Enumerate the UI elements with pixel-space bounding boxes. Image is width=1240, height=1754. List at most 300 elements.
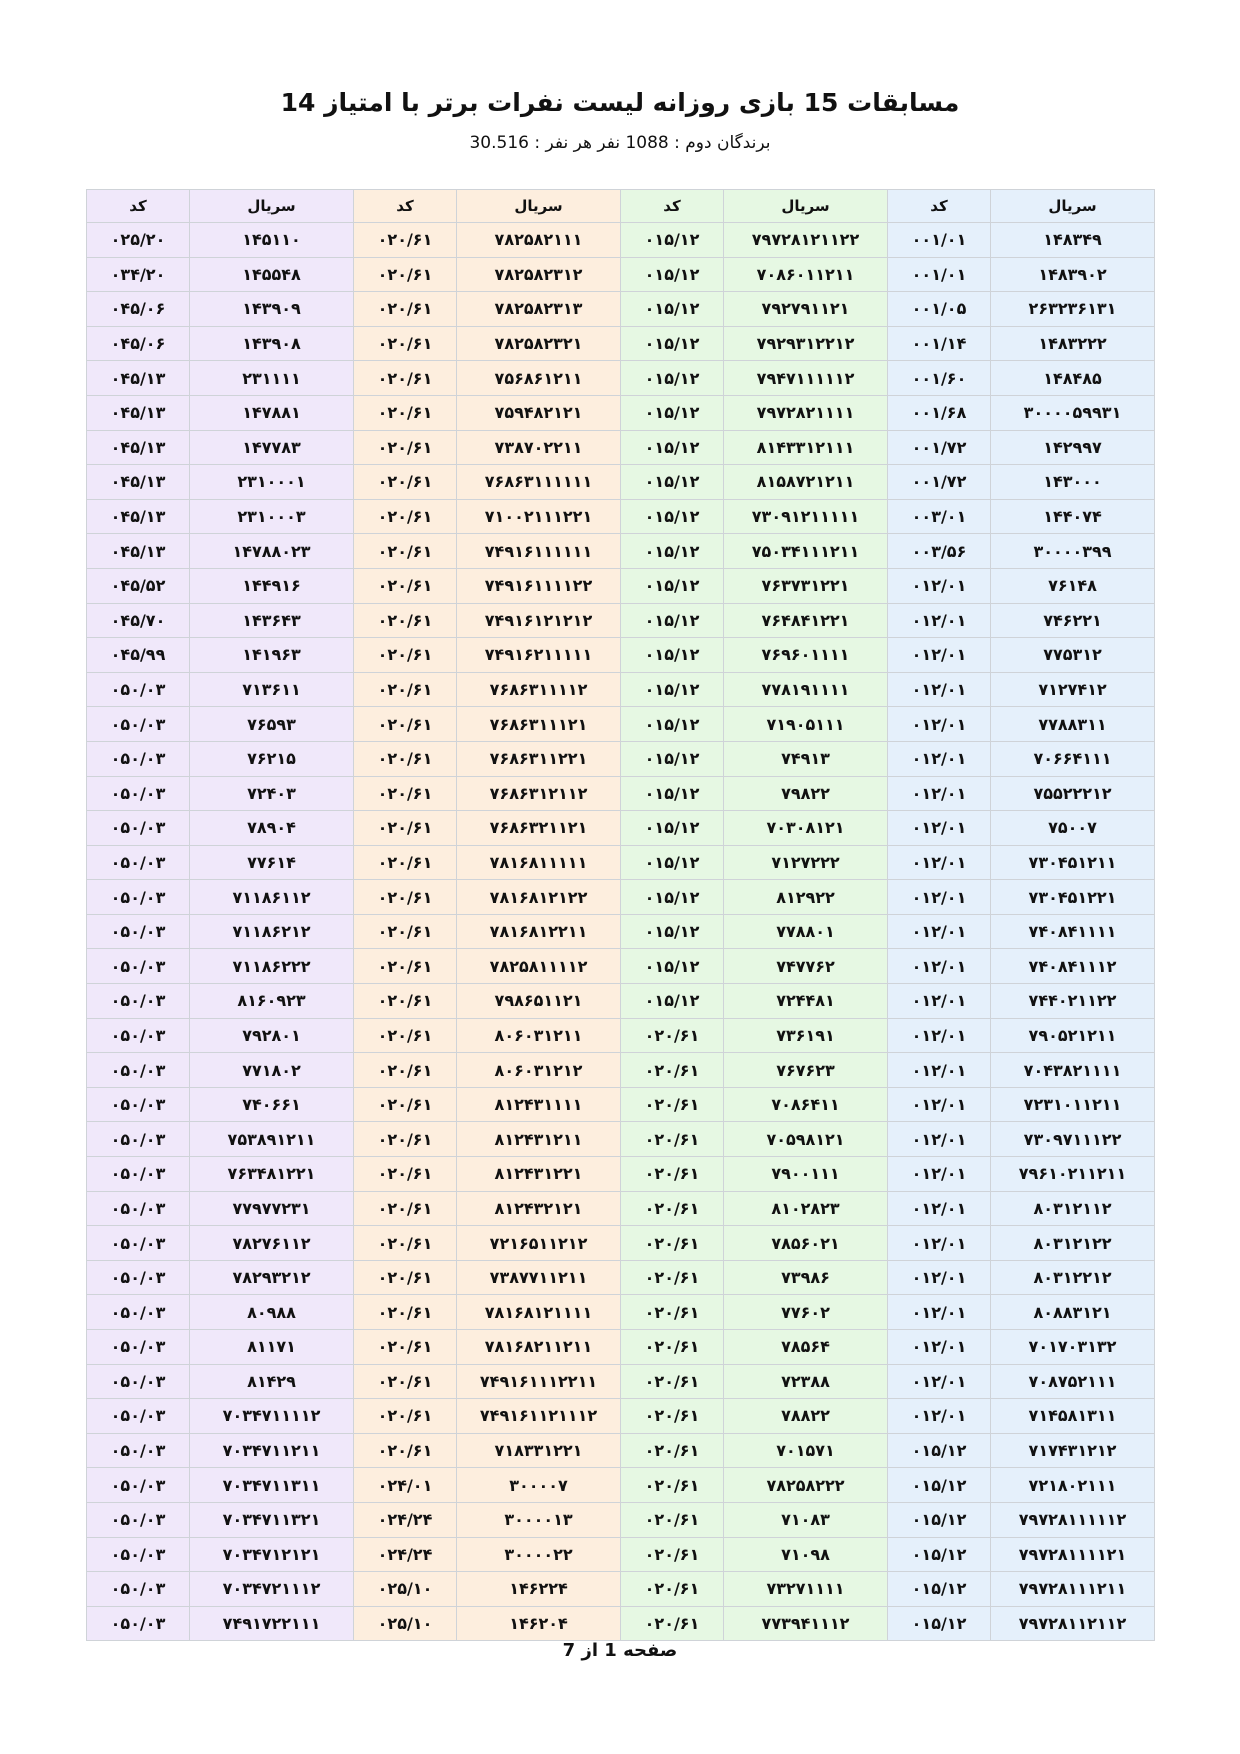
cell-code-2: ۰۱۵/۱۲ [621,880,724,915]
cell-serial-3: ۷۵۹۴۸۲۱۲۱ [457,395,621,430]
cell-serial-2: ۷۷۶۰۲ [724,1295,888,1330]
cell-serial-2: ۷۶۳۷۳۱۲۲۱ [724,568,888,603]
cell-code-2: ۰۱۵/۱۲ [621,914,724,949]
cell-serial-3: ۷۱۰۰۲۱۱۱۲۲۱ [457,499,621,534]
cell-code-3: ۰۲۴/۲۴ [354,1537,457,1572]
cell-serial-1: ۷۲۱۸۰۲۱۱۱ [991,1468,1155,1503]
cell-code-2: ۰۲۰/۶۱ [621,1537,724,1572]
cell-code-2: ۰۱۵/۱۲ [621,741,724,776]
cell-serial-1: ۷۳۰۴۵۱۲۱۱ [991,845,1155,880]
cell-code-3: ۰۲۰/۶۱ [354,776,457,811]
cell-code-3: ۰۲۰/۶۱ [354,1018,457,1053]
table-row [87,1157,1155,1192]
cell-code-4: ۰۵۰/۰۳ [87,880,190,915]
cell-code-3: ۰۲۰/۶۱ [354,880,457,915]
table-row [87,984,1155,1019]
cell-serial-4: ۷۷۶۱۴ [190,845,354,880]
cell-serial-1: ۱۴۸۳۲۲۲ [991,326,1155,361]
cell-code-4: ۰۵۰/۰۳ [87,1364,190,1399]
cell-code-3: ۰۲۰/۶۱ [354,430,457,465]
cell-code-1: ۰۱۲/۰۱ [888,1157,991,1192]
cell-code-3: ۰۲۰/۶۱ [354,707,457,742]
cell-code-4: ۰۵۰/۰۳ [87,776,190,811]
cell-serial-4: ۲۳۱۱۱۱ [190,361,354,396]
cell-code-2: ۰۱۵/۱۲ [621,707,724,742]
cell-code-2: ۰۲۰/۶۱ [621,1122,724,1157]
cell-serial-1: ۷۱۲۷۴۱۲ [991,672,1155,707]
cell-code-3: ۰۲۴/۰۱ [354,1468,457,1503]
cell-serial-3: ۱۴۶۲۰۴ [457,1606,621,1641]
cell-serial-2: ۸۱۰۲۸۲۳ [724,1191,888,1226]
cell-serial-4: ۷۴۹۱۷۲۲۱۱۱ [190,1606,354,1641]
cell-serial-3: ۷۴۹۱۶۱۱۲۱۱۱۲ [457,1399,621,1434]
cell-serial-3: ۷۶۸۶۳۱۱۱۲۱ [457,707,621,742]
cell-code-3: ۰۲۰/۶۱ [354,811,457,846]
cell-code-3: ۰۲۰/۶۱ [354,914,457,949]
cell-code-2: ۰۱۵/۱۲ [621,776,724,811]
cell-code-1: ۰۱۲/۰۱ [888,672,991,707]
table-body [87,223,1155,1641]
cell-serial-1: ۸۰۳۱۲۱۲۲ [991,1226,1155,1261]
cell-code-4: ۰۵۰/۰۳ [87,707,190,742]
cell-code-1: ۰۱۲/۰۱ [888,984,991,1019]
cell-serial-1: ۸۰۸۸۳۱۲۱ [991,1295,1155,1330]
cell-serial-1: ۷۹۷۲۸۱۱۲۱۱۲ [991,1606,1155,1641]
cell-code-4: ۰۵۰/۰۳ [87,1157,190,1192]
cell-code-1: ۰۱۵/۱۲ [888,1537,991,1572]
cell-serial-1: ۷۳۰۴۵۱۲۲۱ [991,880,1155,915]
cell-serial-2: ۷۳۶۱۹۱ [724,1018,888,1053]
cell-code-1: ۰۱۲/۰۱ [888,776,991,811]
cell-serial-1: ۷۷۵۳۱۲ [991,638,1155,673]
cell-serial-2: ۷۸۸۲۲ [724,1399,888,1434]
cell-serial-1: ۳۰۰۰۰۳۹۹ [991,534,1155,569]
cell-serial-4: ۱۴۵۱۱۰ [190,223,354,258]
cell-code-4: ۰۵۰/۰۳ [87,1226,190,1261]
cell-code-2: ۰۲۰/۶۱ [621,1399,724,1434]
table-row [87,741,1155,776]
table-row [87,1572,1155,1607]
cell-serial-2: ۷۹۷۲۸۲۱۱۱۱ [724,395,888,430]
cell-code-3: ۰۲۰/۶۱ [354,395,457,430]
cell-serial-4: ۷۹۲۸۰۱ [190,1018,354,1053]
cell-code-1: ۰۱۵/۱۲ [888,1502,991,1537]
cell-serial-1: ۷۰۱۷۰۳۱۳۲ [991,1330,1155,1365]
cell-code-1: ۰۱۲/۰۱ [888,568,991,603]
cell-serial-4: ۷۶۵۹۳ [190,707,354,742]
cell-code-1: ۰۱۲/۰۱ [888,845,991,880]
cell-serial-3: ۷۸۲۵۸۲۳۱۲ [457,257,621,292]
cell-code-1: ۰۱۲/۰۱ [888,1226,991,1261]
table-row [87,499,1155,534]
cell-serial-1: ۷۱۷۴۳۱۲۱۲ [991,1433,1155,1468]
cell-serial-2: ۸۱۴۳۳۱۲۱۱۱ [724,430,888,465]
cell-code-1: ۰۱۲/۰۱ [888,880,991,915]
cell-serial-4: ۱۴۷۷۸۳ [190,430,354,465]
cell-serial-4: ۷۵۳۸۹۱۲۱۱ [190,1122,354,1157]
cell-serial-2: ۷۷۳۹۴۱۱۱۲ [724,1606,888,1641]
cell-serial-2: ۷۸۵۶۴ [724,1330,888,1365]
cell-serial-1: ۱۴۲۹۹۷ [991,430,1155,465]
header-serial-2: سریال [724,190,888,223]
cell-code-3: ۰۲۰/۶۱ [354,603,457,638]
table-row [87,707,1155,742]
cell-code-2: ۰۱۵/۱۲ [621,984,724,1019]
cell-serial-3: ۷۳۸۷۰۲۲۱۱ [457,430,621,465]
table-row [87,672,1155,707]
cell-code-1: ۰۰۱/۷۲ [888,465,991,500]
cell-serial-2: ۷۰۱۵۷۱ [724,1433,888,1468]
cell-code-4: ۰۵۰/۰۳ [87,914,190,949]
cell-code-4: ۰۴۵/۷۰ [87,603,190,638]
header-code-2: کد [621,190,724,223]
cell-serial-4: ۷۶۳۴۸۱۲۲۱ [190,1157,354,1192]
cell-code-1: ۰۰۱/۰۵ [888,292,991,327]
cell-serial-4: ۱۴۳۹۰۹ [190,292,354,327]
cell-serial-1: ۱۴۸۳۹۰۲ [991,257,1155,292]
table-row [87,776,1155,811]
cell-code-1: ۰۱۲/۰۱ [888,707,991,742]
cell-code-1: ۰۱۲/۰۱ [888,1330,991,1365]
cell-serial-2: ۷۹۰۰۱۱۱ [724,1157,888,1192]
cell-code-3: ۰۲۰/۶۱ [354,499,457,534]
cell-serial-1: ۷۴۰۸۴۱۱۱۲ [991,949,1155,984]
cell-serial-4: ۷۰۳۴۷۲۱۱۱۲ [190,1572,354,1607]
cell-code-2: ۰۱۵/۱۲ [621,603,724,638]
cell-code-2: ۰۱۵/۱۲ [621,845,724,880]
winners-table [86,189,1155,1641]
cell-serial-4: ۸۱۱۷۱ [190,1330,354,1365]
cell-code-3: ۰۲۰/۶۱ [354,672,457,707]
cell-code-1: ۰۱۲/۰۱ [888,1364,991,1399]
cell-code-4: ۰۴۵/۱۳ [87,395,190,430]
cell-code-4: ۰۵۰/۰۳ [87,741,190,776]
cell-code-1: ۰۱۲/۰۱ [888,1053,991,1088]
cell-code-4: ۰۴۵/۱۳ [87,465,190,500]
table-row [87,326,1155,361]
cell-code-2: ۰۲۰/۶۱ [621,1572,724,1607]
cell-serial-1: ۱۴۸۴۸۵ [991,361,1155,396]
table-row [87,361,1155,396]
cell-serial-2: ۷۰۸۶۴۱۱ [724,1087,888,1122]
table-row [87,1260,1155,1295]
cell-code-1: ۰۰۱/۰۱ [888,257,991,292]
cell-code-4: ۰۵۰/۰۳ [87,1018,190,1053]
cell-code-3: ۰۲۰/۶۱ [354,1191,457,1226]
cell-code-4: ۰۴۵/۱۳ [87,361,190,396]
cell-serial-4: ۱۴۴۹۱۶ [190,568,354,603]
cell-code-3: ۰۲۰/۶۱ [354,223,457,258]
cell-serial-4: ۱۴۳۹۰۸ [190,326,354,361]
cell-code-4: ۰۵۰/۰۳ [87,1433,190,1468]
cell-serial-3: ۷۸۱۶۸۱۲۱۱۱۱ [457,1295,621,1330]
cell-code-3: ۰۲۰/۶۱ [354,1087,457,1122]
header-code-3: کد [354,190,457,223]
cell-serial-3: ۷۳۸۷۷۱۱۲۱۱ [457,1260,621,1295]
cell-serial-3: ۷۲۱۶۵۱۱۲۱۲ [457,1226,621,1261]
cell-serial-3: ۷۸۱۶۸۱۲۱۲۲ [457,880,621,915]
cell-serial-1: ۷۴۰۸۴۱۱۱۱ [991,914,1155,949]
cell-code-4: ۰۴۵/۹۹ [87,638,190,673]
cell-serial-2: ۷۶۷۶۲۳ [724,1053,888,1088]
cell-code-4: ۰۵۰/۰۳ [87,1537,190,1572]
cell-code-4: ۰۲۵/۲۰ [87,223,190,258]
table-row [87,465,1155,500]
cell-code-3: ۰۲۰/۶۱ [354,257,457,292]
table-row [87,1330,1155,1365]
cell-serial-3: ۷۶۸۶۳۱۲۱۱۲ [457,776,621,811]
cell-code-3: ۰۲۰/۶۱ [354,326,457,361]
cell-serial-2: ۷۰۳۰۸۱۲۱ [724,811,888,846]
cell-serial-3: ۷۶۸۶۳۱۱۱۱۲ [457,672,621,707]
cell-serial-4: ۷۱۳۶۱۱ [190,672,354,707]
cell-serial-4: ۷۸۲۷۶۱۱۲ [190,1226,354,1261]
table-header-row [87,190,1155,223]
cell-serial-3: ۷۴۹۱۶۲۱۱۱۱۱ [457,638,621,673]
cell-serial-4: ۷۶۲۱۵ [190,741,354,776]
cell-serial-2: ۸۱۵۸۷۲۱۲۱۱ [724,465,888,500]
cell-code-2: ۰۱۵/۱۲ [621,395,724,430]
cell-serial-3: ۳۰۰۰۰۷ [457,1468,621,1503]
cell-serial-4: ۸۱۴۲۹ [190,1364,354,1399]
cell-serial-3: ۷۴۹۱۶۱۱۱۱۲۲ [457,568,621,603]
cell-serial-1: ۷۹۷۲۸۱۱۱۱۲۱ [991,1537,1155,1572]
cell-code-3: ۰۲۰/۶۱ [354,1226,457,1261]
header-serial-4: سریال [190,190,354,223]
cell-code-4: ۰۵۰/۰۳ [87,1399,190,1434]
cell-serial-2: ۷۳۹۸۶ [724,1260,888,1295]
cell-serial-2: ۷۴۹۱۳ [724,741,888,776]
cell-code-4: ۰۵۰/۰۳ [87,1330,190,1365]
cell-serial-3: ۷۴۹۱۶۱۱۱۲۲۱۱ [457,1364,621,1399]
cell-code-3: ۰۲۰/۶۱ [354,638,457,673]
cell-code-2: ۰۲۰/۶۱ [621,1502,724,1537]
cell-code-2: ۰۱۵/۱۲ [621,672,724,707]
cell-serial-1: ۷۲۳۱۰۱۱۲۱۱ [991,1087,1155,1122]
cell-code-2: ۰۲۰/۶۱ [621,1364,724,1399]
cell-code-3: ۰۲۴/۲۴ [354,1502,457,1537]
cell-serial-2: ۷۹۲۷۹۱۱۲۱ [724,292,888,327]
cell-code-3: ۰۲۰/۶۱ [354,361,457,396]
cell-code-4: ۰۴۵/۰۶ [87,292,190,327]
cell-code-2: ۰۲۰/۶۱ [621,1606,724,1641]
cell-serial-2: ۷۲۴۴۸۱ [724,984,888,1019]
cell-serial-4: ۷۱۱۸۶۲۱۲ [190,914,354,949]
cell-serial-4: ۷۰۳۴۷۱۱۳۲۱ [190,1502,354,1537]
cell-serial-2: ۷۸۲۵۸۲۲۲ [724,1468,888,1503]
cell-code-4: ۰۵۰/۰۳ [87,1191,190,1226]
table-row [87,1468,1155,1503]
cell-serial-4: ۷۱۱۸۶۱۱۲ [190,880,354,915]
cell-serial-3: ۱۴۶۲۲۴ [457,1572,621,1607]
cell-code-4: ۰۳۴/۲۰ [87,257,190,292]
cell-serial-3: ۷۸۲۵۸۲۳۱۳ [457,292,621,327]
cell-serial-3: ۸۱۲۴۳۱۲۱۱ [457,1122,621,1157]
cell-serial-4: ۷۰۳۴۷۱۱۱۱۲ [190,1399,354,1434]
cell-code-4: ۰۴۵/۵۲ [87,568,190,603]
cell-code-1: ۰۱۲/۰۱ [888,1018,991,1053]
cell-code-3: ۰۲۰/۶۱ [354,1330,457,1365]
cell-serial-1: ۷۷۸۸۳۱۱ [991,707,1155,742]
cell-serial-4: ۲۳۱۰۰۰۳ [190,499,354,534]
cell-code-3: ۰۲۰/۶۱ [354,1260,457,1295]
cell-serial-1: ۷۰۸۷۵۲۱۱۱ [991,1364,1155,1399]
cell-code-1: ۰۱۲/۰۱ [888,1399,991,1434]
table-row [87,603,1155,638]
cell-code-3: ۰۲۵/۱۰ [354,1572,457,1607]
cell-serial-2: ۷۸۵۶۰۲۱ [724,1226,888,1261]
cell-code-1: ۰۱۲/۰۱ [888,949,991,984]
cell-code-2: ۰۱۵/۱۲ [621,949,724,984]
cell-code-1: ۰۱۲/۰۱ [888,603,991,638]
cell-serial-3: ۸۱۲۴۳۱۲۲۱ [457,1157,621,1192]
table-row [87,1502,1155,1537]
cell-serial-1: ۷۴۶۲۲۱ [991,603,1155,638]
cell-code-4: ۰۵۰/۰۳ [87,672,190,707]
cell-serial-1: ۷۵۰۰۷ [991,811,1155,846]
cell-code-3: ۰۲۰/۶۱ [354,1399,457,1434]
cell-code-2: ۰۲۰/۶۱ [621,1157,724,1192]
cell-code-3: ۰۲۰/۶۱ [354,1295,457,1330]
cell-code-3: ۰۲۰/۶۱ [354,1364,457,1399]
cell-serial-4: ۱۴۷۸۸۰۲۳ [190,534,354,569]
table-row [87,1122,1155,1157]
cell-serial-2: ۷۱۰۸۳ [724,1502,888,1537]
cell-code-2: ۰۱۵/۱۲ [621,568,724,603]
cell-code-1: ۰۱۲/۰۱ [888,1191,991,1226]
cell-serial-1: ۷۶۱۴۸ [991,568,1155,603]
cell-code-1: ۰۱۲/۰۱ [888,1122,991,1157]
cell-serial-3: ۷۱۸۳۳۱۲۲۱ [457,1433,621,1468]
cell-code-1: ۰۱۵/۱۲ [888,1606,991,1641]
cell-code-2: ۰۱۵/۱۲ [621,430,724,465]
cell-serial-2: ۷۴۷۷۶۲ [724,949,888,984]
cell-code-4: ۰۴۵/۱۳ [87,499,190,534]
cell-serial-1: ۳۰۰۰۰۵۹۹۳۱ [991,395,1155,430]
table-row [87,1433,1155,1468]
cell-serial-2: ۷۷۸۱۹۱۱۱۱ [724,672,888,707]
cell-code-4: ۰۵۰/۰۳ [87,1087,190,1122]
table-row [87,1606,1155,1641]
cell-serial-4: ۲۳۱۰۰۰۱ [190,465,354,500]
cell-serial-4: ۱۴۷۸۸۱ [190,395,354,430]
cell-code-2: ۰۱۵/۱۲ [621,326,724,361]
cell-serial-2: ۷۹۷۲۸۱۲۱۱۲۲ [724,223,888,258]
cell-code-4: ۰۵۰/۰۳ [87,1260,190,1295]
cell-serial-4: ۷۷۱۸۰۲ [190,1053,354,1088]
cell-code-3: ۰۲۰/۶۱ [354,1053,457,1088]
cell-serial-2: ۷۱۹۰۵۱۱۱ [724,707,888,742]
cell-code-2: ۰۲۰/۶۱ [621,1330,724,1365]
cell-serial-4: ۱۴۳۶۴۳ [190,603,354,638]
cell-code-2: ۰۲۰/۶۱ [621,1087,724,1122]
cell-serial-2: ۷۳۲۷۱۱۱۱ [724,1572,888,1607]
cell-serial-1: ۸۰۳۱۲۲۱۲ [991,1260,1155,1295]
cell-code-1: ۰۱۲/۰۱ [888,1260,991,1295]
table-row [87,1226,1155,1261]
table-row [87,395,1155,430]
cell-serial-4: ۷۲۴۰۳ [190,776,354,811]
cell-serial-3: ۸۱۲۴۳۱۱۱۱ [457,1087,621,1122]
cell-serial-3: ۸۱۲۴۳۲۱۲۱ [457,1191,621,1226]
cell-code-4: ۰۵۰/۰۳ [87,1122,190,1157]
cell-code-3: ۰۲۰/۶۱ [354,465,457,500]
table-row [87,257,1155,292]
header-code-4: کد [87,190,190,223]
cell-code-2: ۰۱۵/۱۲ [621,223,724,258]
cell-serial-1: ۷۱۴۵۸۱۳۱۱ [991,1399,1155,1434]
cell-code-3: ۰۲۰/۶۱ [354,845,457,880]
cell-serial-1: ۷۴۴۰۲۱۱۲۲ [991,984,1155,1019]
cell-code-1: ۰۱۲/۰۱ [888,638,991,673]
cell-serial-2: ۷۱۲۷۲۲۲ [724,845,888,880]
cell-code-2: ۰۱۵/۱۲ [621,811,724,846]
page-title: مسابقات 15 بازی روزانه لیست نفرات برتر با امتیاز 14 [280,88,960,117]
cell-serial-1: ۱۴۸۳۴۹ [991,223,1155,258]
cell-serial-4: ۷۱۱۸۶۲۲۲ [190,949,354,984]
cell-serial-3: ۷۸۱۶۸۲۱۱۲۱۱ [457,1330,621,1365]
table-row [87,1087,1155,1122]
cell-code-2: ۰۱۵/۱۲ [621,534,724,569]
cell-code-2: ۰۲۰/۶۱ [621,1433,724,1468]
cell-serial-1: ۱۴۳۰۰۰ [991,465,1155,500]
cell-code-4: ۰۵۰/۰۳ [87,811,190,846]
cell-code-4: ۰۴۵/۱۳ [87,534,190,569]
cell-serial-3: ۷۸۲۵۸۱۱۱۱۲ [457,949,621,984]
cell-serial-3: ۷۶۸۶۳۱۱۱۱۱۱ [457,465,621,500]
cell-serial-2: ۷۹۲۹۳۱۲۲۱۲ [724,326,888,361]
page-subtitle: برندگان دوم : 1088 نفر هر نفر : 30.516 [469,133,771,153]
table-row [87,811,1155,846]
cell-code-1: ۰۱۲/۰۱ [888,1295,991,1330]
cell-serial-1: ۷۹۰۵۲۱۲۱۱ [991,1018,1155,1053]
header-code-1: کد [888,190,991,223]
cell-code-1: ۰۱۲/۰۱ [888,914,991,949]
cell-code-2: ۰۲۰/۶۱ [621,1018,724,1053]
cell-code-2: ۰۱۵/۱۲ [621,361,724,396]
table-row [87,430,1155,465]
cell-code-4: ۰۴۵/۱۳ [87,430,190,465]
cell-serial-2: ۷۹۸۲۲ [724,776,888,811]
cell-serial-1: ۷۹۶۱۰۲۱۱۲۱۱ [991,1157,1155,1192]
table-row [87,1053,1155,1088]
cell-serial-1: ۷۰۴۳۸۲۱۱۱۱ [991,1053,1155,1088]
cell-serial-3: ۷۴۹۱۶۱۲۱۲۱۲ [457,603,621,638]
cell-serial-1: ۱۴۴۰۷۴ [991,499,1155,534]
table-row [87,1399,1155,1434]
table-row [87,292,1155,327]
cell-code-2: ۰۲۰/۶۱ [621,1295,724,1330]
cell-code-1: ۰۱۵/۱۲ [888,1572,991,1607]
cell-serial-1: ۷۰۶۶۴۱۱۱ [991,741,1155,776]
cell-serial-2: ۷۵۰۳۴۱۱۱۲۱۱ [724,534,888,569]
cell-serial-4: ۷۰۳۴۷۱۱۳۱۱ [190,1468,354,1503]
cell-serial-3: ۷۴۹۱۶۱۱۱۱۱۱ [457,534,621,569]
cell-serial-2: ۷۶۴۸۴۱۲۲۱ [724,603,888,638]
cell-serial-3: ۷۸۲۵۸۲۳۲۱ [457,326,621,361]
cell-serial-4: ۷۴۰۶۶۱ [190,1087,354,1122]
cell-serial-2: ۷۶۹۶۰۱۱۱۱ [724,638,888,673]
table-row [87,223,1155,258]
cell-serial-1: ۸۰۳۱۲۱۱۲ [991,1191,1155,1226]
cell-code-1: ۰۰۱/۱۴ [888,326,991,361]
cell-code-2: ۰۱۵/۱۲ [621,499,724,534]
cell-code-3: ۰۲۰/۶۱ [354,1433,457,1468]
cell-serial-2: ۷۹۴۷۱۱۱۱۱۲ [724,361,888,396]
cell-code-2: ۰۲۰/۶۱ [621,1468,724,1503]
cell-code-4: ۰۵۰/۰۳ [87,1468,190,1503]
table-row [87,1191,1155,1226]
